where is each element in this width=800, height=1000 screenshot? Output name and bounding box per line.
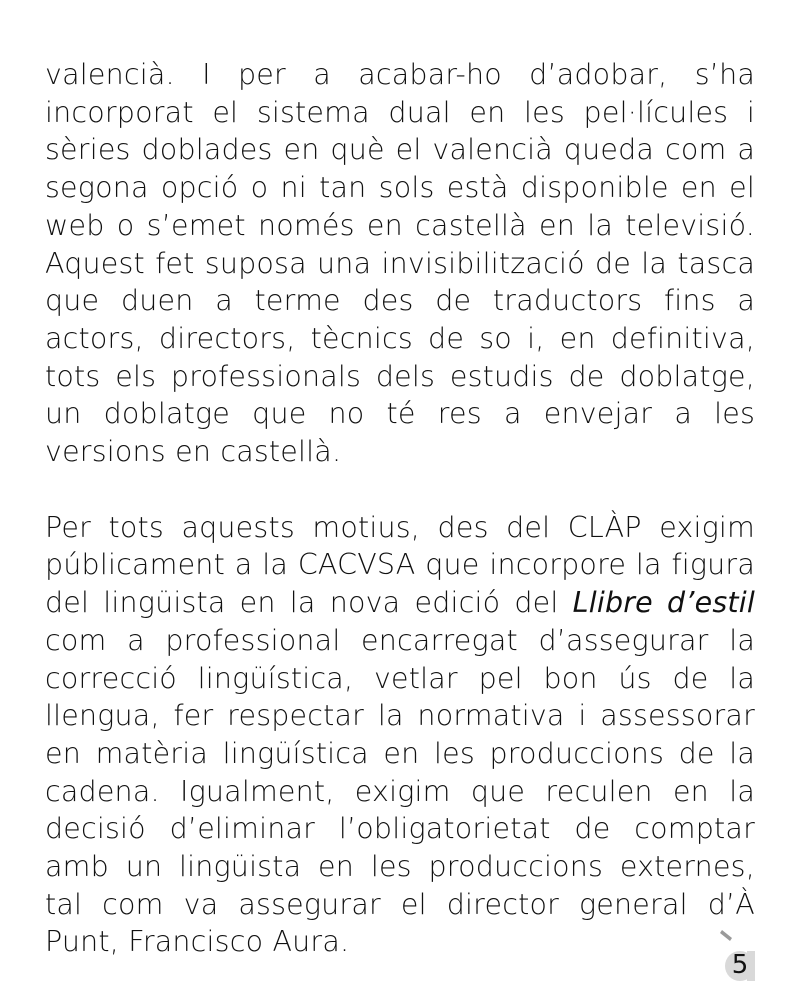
paragraph-1: valencià. I per a acabar-ho d’adobar, s’ha incorporat el sistema dual en les pel·lícules i sèries doblades en què el valencià queda com a segona opció o ni tan sols està disponible en el web o s’emet només en castellà en la televisió. Aquest fet suposa una invisibilització de la tasca que duen a terme des de traductors fins a actors, directors, tècnics de so i, en definitiva, tots els professionals dels estudis de doblatge, un doblatge que no té res a envejar a les versions en castellà. [45, 58, 755, 469]
page-number: 5 [731, 950, 749, 980]
document-body [45, 56, 755, 961]
page-number-badge [716, 928, 756, 984]
paragraph-2 [45, 509, 755, 961]
paragraph-2-text-start: Per tots aquests motius, des del CLÀP exigim públicament a la CACVSA que incorpore la figura del lingüista en la nova edició del [45, 510, 755, 620]
paragraph-2-text-end: com a professional encarregat d’assegurar la correcció lingüística, vetlar pel bon ús de la llengua, fer respectar la normativa i assessorar en matèria lingüística en les produccions de la cadena. Igualment, exigim que reculen en la decisió d’eliminar l’obligatorietat de comptar amb un lingüista en les produccions externes, tal com va assegurar el director general d’À Punt, Francisco Aura. [45, 623, 755, 959]
book-title: Llibre d’estil [572, 586, 755, 620]
